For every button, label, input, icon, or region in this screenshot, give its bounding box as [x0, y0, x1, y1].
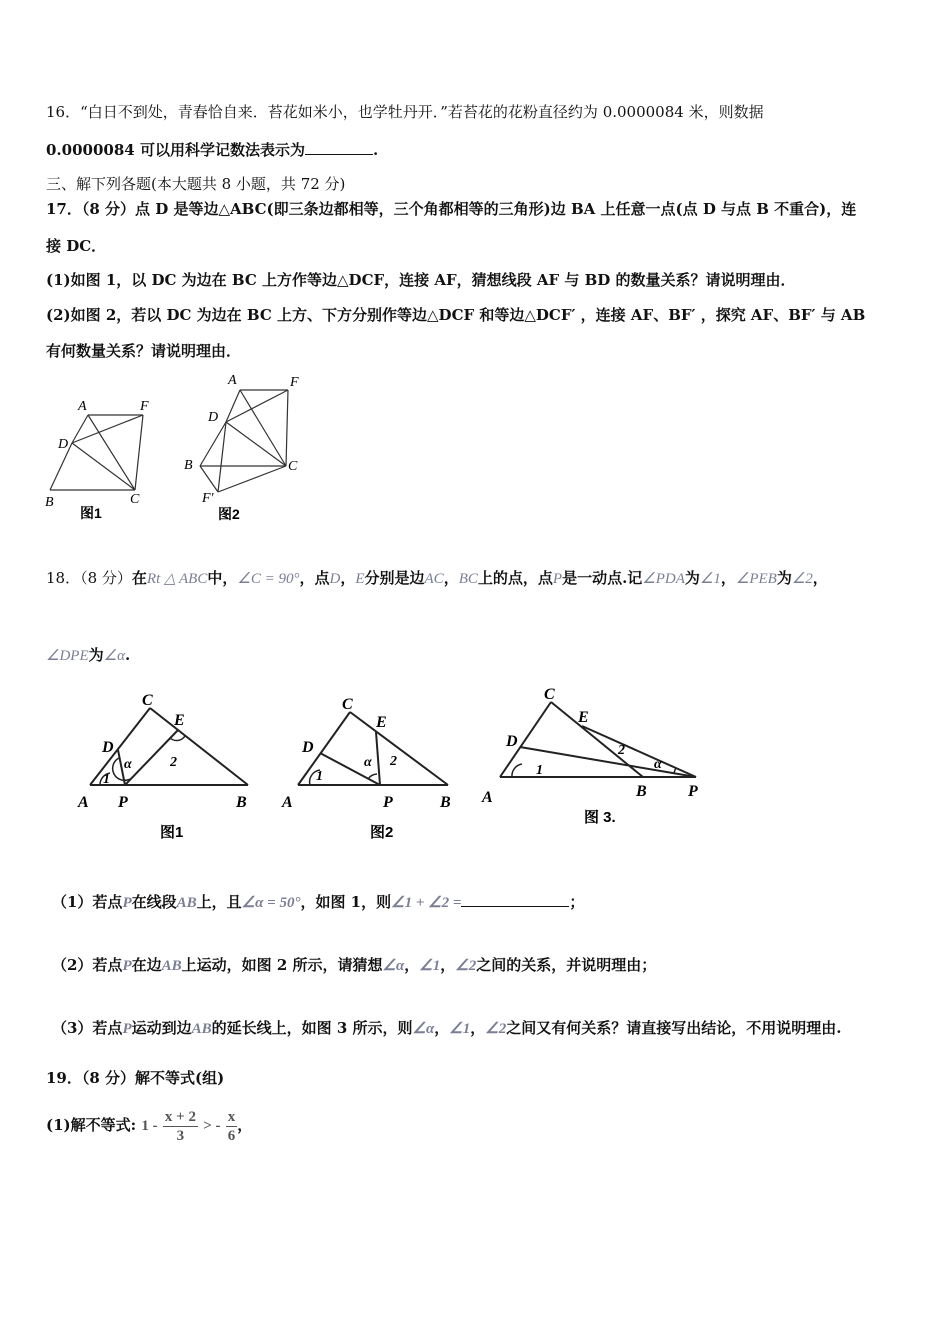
figure-caption: 图1	[80, 505, 102, 521]
q16-line1: 16．“白日不到处，青春恰自来．苔花如米小，也学牡丹开．”若苔花的花粉直径约为 0.0000084 米，则数据	[46, 103, 764, 121]
label-B: B	[636, 783, 647, 800]
label-D: D	[302, 739, 314, 756]
q18-figure-1	[70, 690, 270, 840]
q17-line2: 接 DC．	[46, 237, 107, 255]
angle-alpha: α	[654, 757, 662, 772]
q18-part1: （1）若点P在线段AB上，且∠α = 50°，如图 1，则∠1 + ∠2 = ；	[52, 893, 585, 911]
q17-figure-1	[40, 390, 170, 540]
label-D: D	[208, 410, 219, 425]
figure-caption: 图1	[160, 824, 184, 841]
q18-line2: ∠DPE为∠α.	[46, 646, 131, 664]
q16-line2: 0.0000084 可以用科学记数法表示为 .	[46, 141, 379, 159]
q19-part1: (1)解不等式: 1 - $\frac{x + 2}{3}$ > - $\frac{x}{6}$ ，	[46, 1108, 253, 1144]
label-C: C	[130, 492, 140, 507]
angle-2: 2	[390, 754, 397, 769]
fraction-1: $\frac{x + 2}{3}$	[164, 1108, 196, 1144]
angle-2: 2	[170, 755, 177, 770]
label-P: P	[118, 794, 128, 811]
section-heading: 三、解下列各题(本大题共 8 小题，共 72 分)	[46, 175, 346, 193]
angle-alpha: α	[364, 755, 372, 770]
q18-part2: （2）若点P在边AB上运动，如图 2 所示，请猜想∠α，∠1，∠2之间的关系，并说明理由；	[52, 956, 657, 974]
q17-line1: 17．（8 分）点 D 是等边△ABC(即三条边都相等，三个角都相等的三角形)边 BA 上任意一点(点 D 与点 B 不重合)，连	[46, 200, 857, 218]
label-B: B	[440, 794, 451, 811]
label-F-prime: F′	[202, 491, 214, 506]
q17-part2a: (2)如图 2，若以 DC 为边在 BC 上方、下方分别作等边△DCF 和等边△DCF′ ，连接 AF、BF′ ，探究 AF、BF′ 与 AB	[46, 306, 866, 324]
q18-figure-3	[478, 684, 718, 834]
q18-part3: （3）若点P运动到边AB的延长线上，如图 3 所示，则∠α，∠1，∠2之间又有何关系？请直接写出结论，不用说明理由.	[52, 1019, 842, 1037]
figure-caption: 图 3.	[584, 809, 616, 826]
q19-heading: 19．（8 分）解不等式(组)	[46, 1069, 225, 1087]
angle-1: 1	[536, 763, 543, 778]
angle-1: 1	[103, 772, 110, 787]
label-E: E	[376, 714, 387, 731]
label-B: B	[45, 495, 54, 510]
label-F: F	[290, 375, 299, 390]
answer-blank	[461, 892, 569, 907]
q18-line1: 18．（8 分）在Rt △ ABC中，∠C = 90°，点D，E分别是边AC，BC上的点，点P是一动点.记∠PDA为∠1，∠PEB为∠2，	[46, 569, 828, 587]
label-E: E	[578, 709, 589, 726]
answer-blank	[305, 140, 373, 155]
label-B: B	[236, 794, 247, 811]
figure-caption: 图2	[370, 824, 394, 841]
label-A: A	[282, 794, 293, 811]
label-A: A	[78, 399, 87, 414]
label-C: C	[288, 459, 298, 474]
label-C: C	[142, 692, 153, 709]
label-C: C	[342, 696, 353, 713]
figure-caption: 图2	[218, 506, 240, 522]
label-D: D	[506, 733, 518, 750]
label-A: A	[482, 789, 493, 806]
label-A: A	[228, 373, 237, 388]
label-D: D	[102, 739, 114, 756]
angle-alpha: α	[124, 757, 132, 772]
angle-1: 1	[316, 769, 323, 784]
label-F: F	[140, 399, 149, 414]
label-P: P	[688, 783, 698, 800]
q17-part1: (1)如图 1，以 DC 为边在 BC 上方作等边△DCF，连接 AF，猜想线段 AF 与 BD 的数量关系？请说明理由．	[46, 271, 796, 289]
fraction-2: $\frac{x}{6}$	[227, 1108, 236, 1144]
label-C: C	[544, 686, 555, 703]
angle-2: 2	[618, 743, 625, 758]
label-P: P	[383, 794, 393, 811]
label-E: E	[174, 712, 185, 729]
q17-figure-2	[180, 370, 320, 530]
label-D: D	[58, 437, 69, 452]
q18-figure-2	[278, 690, 478, 840]
label-B: B	[184, 458, 193, 473]
label-A: A	[78, 794, 89, 811]
q17-part2b: 有何数量关系？请说明理由．	[46, 342, 242, 360]
